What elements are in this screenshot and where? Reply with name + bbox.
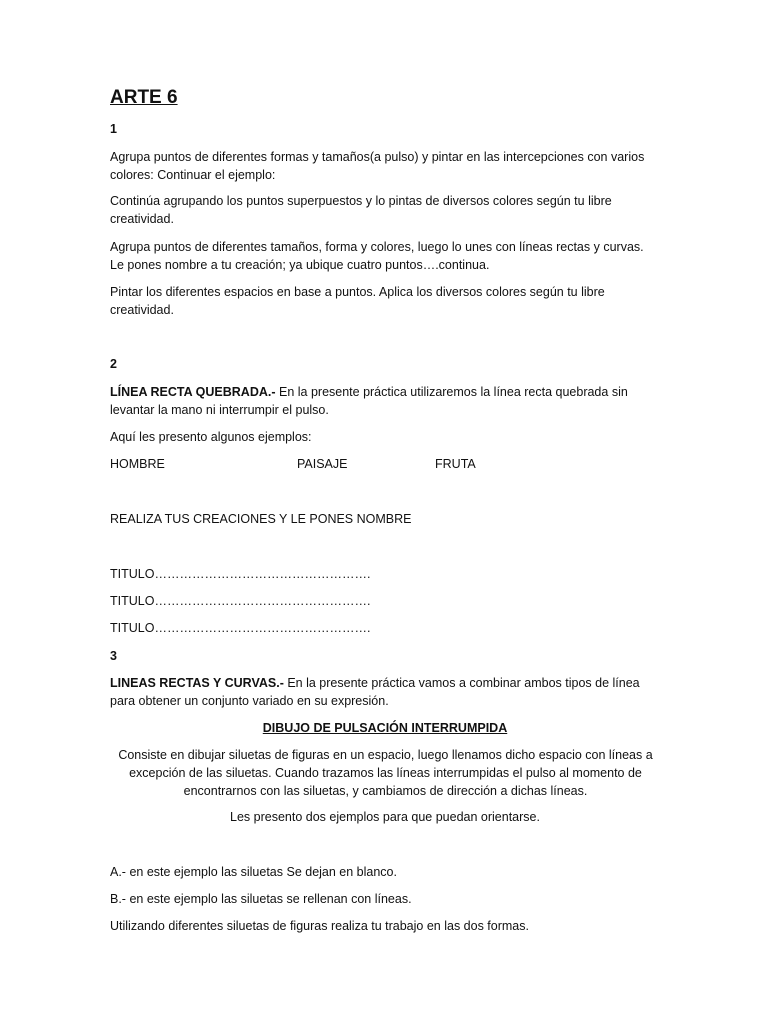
section-1-paragraph-2: Continúa agrupando los puntos superpuestos y lo pintas de diversos colores según tu libre creatividad. <box>110 194 612 226</box>
section-1-paragraph-4: Pintar los diferentes espacios en base a puntos. Aplica los diversos colores según tu libre creatividad. <box>110 285 605 317</box>
section-2-instruction: REALIZA TUS CREACIONES Y LE PONES NOMBRE <box>110 512 412 526</box>
document-title: ARTE 6 <box>110 87 178 108</box>
section-2-heading: LÍNEA RECTA QUEBRADA.- <box>110 385 276 399</box>
example-paisaje: PAISAJE <box>297 457 348 471</box>
example-a-text: A.- en este ejemplo las siluetas Se dejan en blanco. <box>110 865 397 879</box>
titulo-line: TITULO……………………………………………. <box>110 621 371 635</box>
example-hombre: HOMBRE <box>110 457 165 471</box>
titulo-line: TITULO……………………………………………. <box>110 594 371 608</box>
closing-instruction: Utilizando diferentes siluetas de figuras realiza tu trabajo en las dos formas. <box>110 919 529 933</box>
example-b-text: B.- en este ejemplo las siluetas se rellenan con líneas. <box>110 892 412 906</box>
section-2-number: 2 <box>110 357 117 371</box>
example-fruta: FRUTA <box>435 457 476 471</box>
section-3-paragraph-1 <box>110 674 645 710</box>
section-3-paragraph-1-text: En la presente práctica vamos a combinar ambos tipos de línea para obtener un conjunto variado en su expresión. <box>110 676 640 708</box>
section-1-number: 1 <box>110 122 117 136</box>
section-1-paragraph-3: Agrupa puntos de diferentes tamaños, forma y colores, luego lo unes con líneas rectas y curvas. Le pones nombre a tu creación; ya ubique cuatro puntos….continua. <box>110 240 644 272</box>
section-3-number: 3 <box>110 649 117 663</box>
section-3-centered-paragraph-2: Les presento dos ejemplos para que puedan orientarse. <box>230 810 540 824</box>
section-2-paragraph-1 <box>110 383 645 419</box>
section-2-intro: Aquí les presento algunos ejemplos: <box>110 430 312 444</box>
section-2-paragraph-1-text: En la presente práctica utilizaremos la línea recta quebrada sin levantar la mano ni interrumpir el pulso. <box>110 385 628 417</box>
section-3-heading: LINEAS RECTAS Y CURVAS.- <box>110 676 284 690</box>
section-1-paragraph-1: Agrupa puntos de diferentes formas y tamaños(a pulso) y pintar en las intercepciones con varios colores: Continuar el ejemplo: <box>110 150 645 182</box>
section-3-subheading: DIBUJO DE PULSACIÓN INTERRUMPIDA <box>262 721 508 735</box>
titulo-line: TITULO……………………………………………. <box>110 567 371 581</box>
section-3-centered-paragraph: Consiste en dibujar siluetas de figuras en un espacio, luego llenamos dicho espacio con líneas a excepción de las siluetas. Cuando trazamos las líneas interrumpidas el pulso al momento de encontrarnos con las siluetas, y cambiamos de dirección a dichas líneas. <box>118 748 653 798</box>
